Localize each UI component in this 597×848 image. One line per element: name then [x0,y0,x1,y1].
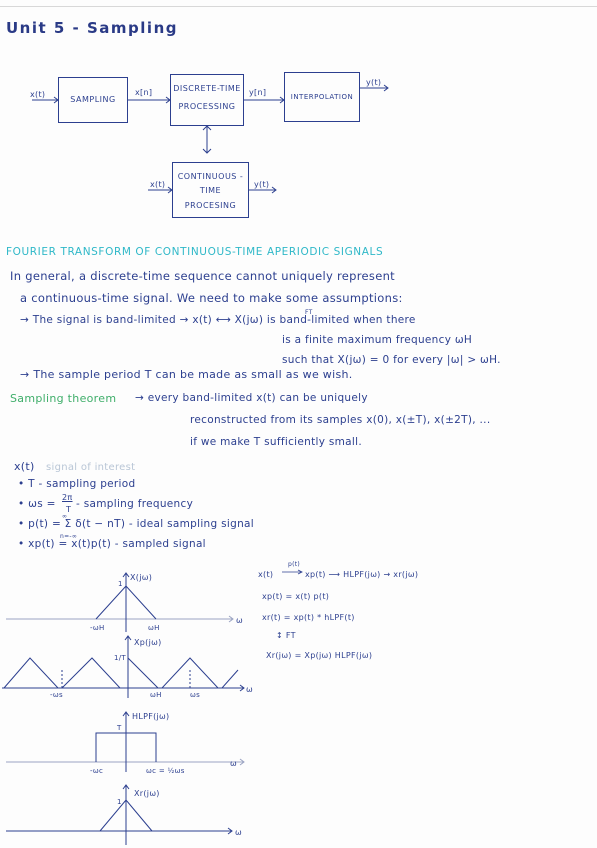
def-ideal-sampling: • p(t) = Σ δ(t − nT) - ideal sampling signal [18,518,254,530]
p2-wh: ωH [150,691,162,699]
continuous-time-line3: PROCESING [184,201,237,210]
eq5: Xr(jω) = Xp(jω) HLPF(jω) [266,651,373,660]
eq1-chain: xp(t) ⟶ HLPF(jω) → xr(jω) [305,570,419,579]
band-limited-line: → The signal is band-limited → x(t) ⟷ X(jω) is band-limited when there [20,314,416,326]
y-n-label: y[n] [249,88,267,97]
p2-peak: 1/T [114,654,126,662]
definitions-head: x(t) [14,460,35,473]
input-x-t-bottom: x(t) [150,180,166,189]
p2-neg-ws: -ωs [50,691,63,699]
def-sampling-frequency-post: - sampling frequency [76,498,194,510]
page-title: Unit 5 - Sampling [6,19,178,37]
p3-pos-wc: ωc = ½ωs [146,767,185,775]
p2-pos-ws: ωs [190,691,201,699]
p1-ylabel: X(jω) [130,573,153,582]
sampling-block-label: SAMPLING [70,95,116,104]
sampling-theorem-line-2: reconstructed from its samples x(0), x(±T), x(±2T), ... [190,414,491,426]
discrete-time-line2: PROCESSING [178,102,236,111]
output-y-t-top: y(t) [366,78,382,87]
p1-neg-wh: -ωH [90,624,105,632]
p4-ylabel: Xr(jω) [134,789,160,798]
eq1-x-t: x(t) [258,570,274,579]
plot-xr-jw [6,785,232,845]
continuous-time-line2: TIME [199,186,222,195]
p1-axis: ω [236,616,243,625]
p1-peak: 1 [118,580,123,588]
body-line-1: In general, a discrete-time sequence cannot uniquely represent [10,269,395,283]
body-line-2: a continuous-time signal. We need to make some assumptions: [20,291,403,305]
plot-hlpf-jw [6,712,244,772]
ft-arrow-label: FT [305,309,313,316]
p2-axis: ω [246,685,253,694]
band-limited-line-3: such that X(jω) = 0 for every |ω| > ωH. [282,354,501,366]
p3-neg-wc: -ωc [90,767,104,775]
p1-pos-wh: ωH [148,624,160,632]
def-sum-bottom: n=-∞ [60,533,78,540]
eq1-arrow-label: p(t) [288,561,301,568]
def-fraction-num: 2π [62,493,73,502]
plot-xp-jw [2,636,244,698]
p4-axis: ω [235,828,242,837]
definitions-head-note: signal of interest [46,462,136,473]
p2-ylabel: Xp(jω) [134,638,162,647]
sampling-theorem-label: Sampling theorem [10,392,117,405]
p3-axis: ω [230,759,237,768]
sample-period-line: → The sample period T can be made as small as we wish. [20,368,353,381]
def-sampling-frequency-pre: • ωs = [18,498,56,510]
section-heading: FOURIER TRANSFORM OF CONTINUOUS-TIME APERIODIC SIGNALS [6,246,384,258]
eq3: xr(t) = xp(t) * hLPF(t) [262,613,355,622]
sampling-theorem-line-3: if we make T sufficiently small. [190,436,362,448]
def-sum-top: ∞ [62,513,68,520]
eq2: xp(t) = x(t) p(t) [262,592,330,601]
band-limited-line-2: is a finite maximum frequency ωH [282,334,473,346]
x-n-label: x[n] [135,88,153,97]
output-y-t-bottom: y(t) [254,180,270,189]
continuous-time-line1: CONTINUOUS - [177,172,244,181]
p3-ylabel: HLPF(jω) [132,712,170,721]
discrete-time-line1: DISCRETE-TIME [173,84,241,93]
def-fraction-den: T [66,505,72,514]
sampling-theorem-line-1: → every band-limited x(t) can be uniquely [135,392,368,404]
p3-peak: T [117,724,122,732]
def-sampled-signal: • xp(t) = x(t)p(t) - sampled signal [18,538,206,550]
def-sampling-period: • T - sampling period [18,478,136,490]
eq4: ↕ FT [276,631,296,640]
interpolation-block-label: INTERPOLATION [290,93,354,101]
p4-peak: 1 [117,798,122,806]
input-x-t-top: x(t) [30,90,46,99]
